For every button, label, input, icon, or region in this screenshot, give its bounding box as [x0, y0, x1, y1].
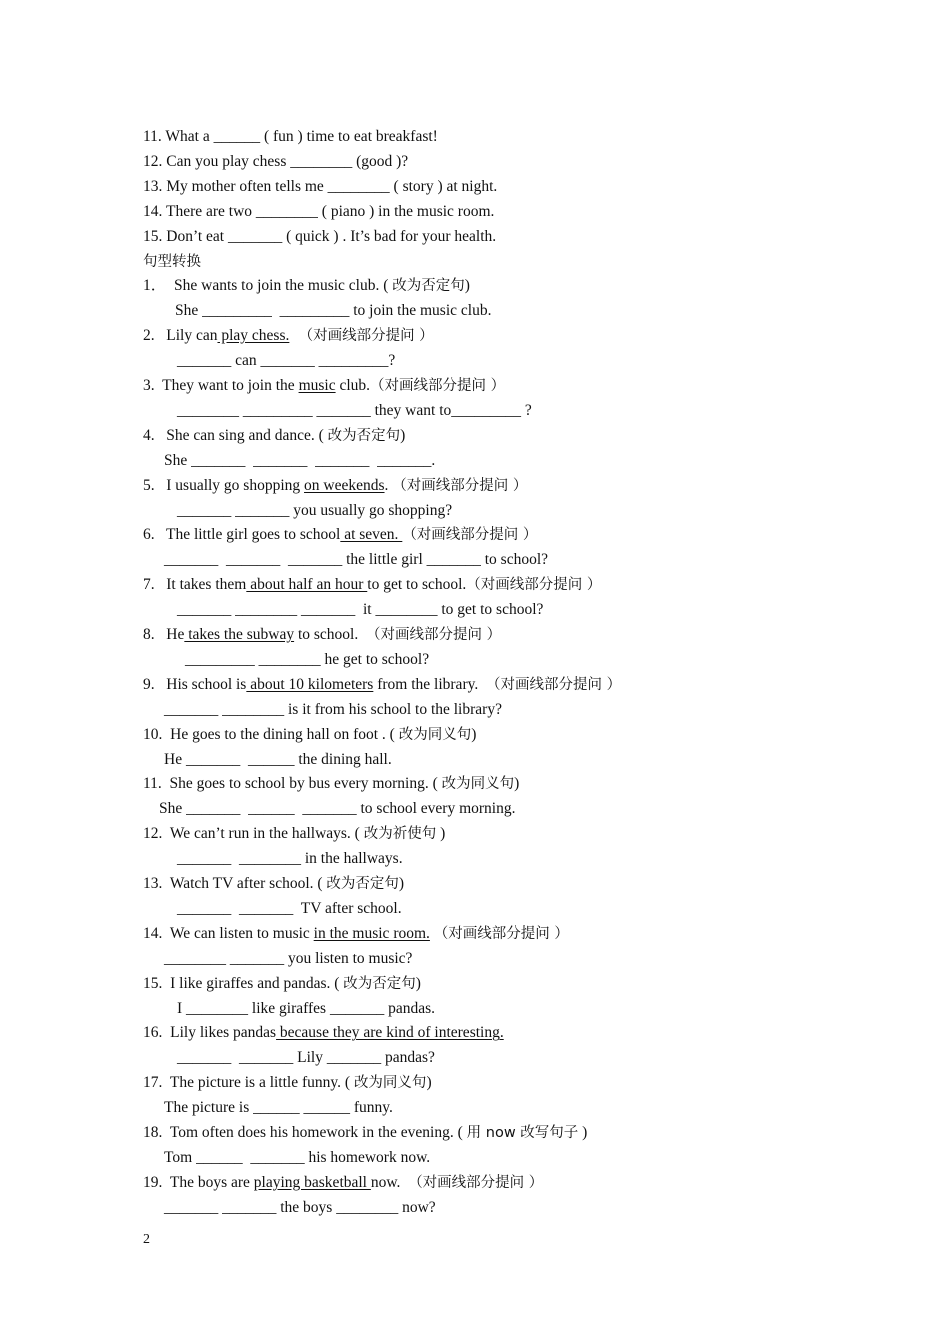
exercise-line [177, 899, 402, 919]
line-text: 14. We can listen to music [143, 924, 314, 942]
exercise-line [143, 227, 496, 247]
chinese-instruction: （对画线部分提问 ） [392, 477, 528, 494]
line-text: ) [436, 825, 446, 843]
underlined-phrase: about 10 kilometers [246, 675, 374, 693]
exercise-line [164, 1148, 430, 1168]
line-text: ) [400, 426, 406, 444]
exercise-line [143, 476, 527, 496]
chinese-instruction: 改为同义句 [353, 1075, 427, 1092]
exercise-line [143, 625, 501, 645]
exercise-line [164, 1098, 393, 1118]
chinese-instruction: （对画线部分提问 ） [402, 527, 538, 544]
underlined-phrase: about half an hour [246, 576, 368, 594]
exercise-line [164, 550, 548, 570]
line-text: 19. The boys are [143, 1173, 254, 1191]
line-text: ) [415, 974, 421, 992]
line-text: 13. My mother often tells me ________ ( story ) at night. [143, 177, 498, 195]
line-text: 15. I like giraffes and pandas. ( [143, 974, 344, 992]
line-text: _______ _______ the boys ________ now? [164, 1198, 436, 1216]
exercise-line [143, 725, 476, 745]
line-text: to get to school. [367, 576, 467, 594]
exercise-line [143, 152, 408, 172]
line-text: She _______ _______ _______ _______. [164, 451, 436, 469]
line-text: 10. He goes to the dining hall on foot . ( [143, 725, 399, 743]
line-text: 4. She can sing and dance. ( [143, 426, 328, 444]
line-text: 3. They want to join the [143, 377, 299, 394]
exercise-line [177, 401, 532, 421]
chinese-instruction: （对画线部分提问 ） [466, 577, 602, 594]
exercise-line [143, 1073, 432, 1093]
underlined-phrase: on weekends [304, 476, 385, 494]
exercise-line [143, 426, 405, 446]
line-text: ) [426, 1074, 432, 1092]
exercise-line [143, 575, 601, 595]
line-text: 17. The picture is a little funny. ( [143, 1074, 354, 1092]
line-text: _______ _______ Lily _______ pandas? [177, 1049, 435, 1067]
line-text: 6. The little girl goes to school [143, 526, 341, 544]
underlined-phrase: because they are kind of interesting. [276, 1024, 504, 1042]
underlined-phrase: takes the subway [184, 626, 295, 643]
line-text: ) [578, 1124, 588, 1141]
underlined-phrase: playing basketball [253, 1173, 371, 1191]
underlined-phrase: music [298, 377, 336, 394]
exercise-line [143, 376, 505, 396]
chinese-instruction: （对画线部分提问 ） [408, 1174, 544, 1191]
exercise-line [143, 202, 494, 222]
chinese-instruction: 改为否定句 [343, 975, 416, 992]
exercise-line [177, 501, 452, 521]
exercise-line [143, 1023, 504, 1043]
line-text: _______ ________ in the hallways. [177, 850, 403, 868]
line-text: 16. Lily likes pandas [143, 1024, 277, 1042]
exercise-line [177, 351, 395, 371]
exercise-line [164, 949, 412, 969]
line-text: 12. We can’t run in the hallways. ( [143, 825, 364, 843]
exercise-line [143, 675, 621, 695]
line-text: She _________ _________ to join the music club. [175, 302, 492, 320]
chinese-instruction: 改为否定句 [326, 876, 399, 892]
line-text: He _______ ______ the dining hall. [164, 750, 392, 768]
line-text: _______ _______ you usually go shopping? [177, 501, 453, 519]
exercise-line [143, 276, 470, 296]
exercise-line [143, 177, 497, 197]
exercise-line [143, 326, 434, 346]
line-text: _______ ________ _______ it ________ to get to school? [177, 601, 544, 619]
line-text: ) [464, 277, 470, 295]
chinese-instruction: 用 now 改写句子 [466, 1125, 579, 1141]
line-text: ) [398, 875, 405, 892]
underlined-phrase: in the music room. [313, 924, 430, 942]
line-text: 7. It takes them [143, 576, 247, 594]
exercise-line [143, 252, 201, 272]
line-text: _______ _______ _______ the little girl _______ to school? [164, 551, 549, 569]
chinese-instruction: （对画线部分提问 ） [485, 676, 622, 693]
line-text: 11. What a ______ ( fun ) time to eat breakfast! [143, 128, 438, 145]
exercise-line [143, 525, 537, 545]
line-text: 15. Don’t eat _______ ( quick ) . It’s bad for your health. [143, 227, 497, 245]
chinese-instruction: 改为祈使句 [363, 826, 437, 843]
chinese-instruction: 改为否定句 [327, 427, 401, 444]
exercise-line [177, 600, 543, 620]
line-text: 14. There are two ________ ( piano ) in the music room. [143, 202, 495, 220]
line-text: _______ can _______ _________? [177, 352, 396, 370]
exercise-line [177, 999, 435, 1019]
exercise-line [143, 127, 438, 147]
exercise-line [164, 451, 435, 471]
chinese-instruction: 改为同义句 [398, 726, 472, 743]
line-text: Tom ______ _______ his homework now. [164, 1148, 431, 1166]
line-text: 18. Tom often does his homework in the evening. ( [143, 1124, 467, 1141]
line-text: 2. Lily can [143, 327, 218, 345]
line-text: now. [370, 1173, 409, 1191]
chinese-instruction: 改为同义句 [441, 776, 515, 793]
exercise-line [143, 874, 404, 894]
line-text: club. [335, 377, 371, 394]
exercise-line [164, 700, 502, 720]
chinese-instruction: （对画线部分提问 ） [289, 328, 434, 345]
line-text: 13. Watch TV after school. ( [143, 875, 327, 892]
line-text: She _______ ______ _______ to school every morning. [159, 800, 516, 818]
line-text: _______ _______ TV after school. [177, 899, 402, 917]
chinese-instruction: 句型转换 [143, 253, 201, 270]
exercise-line [175, 301, 491, 321]
exercise-line [143, 1173, 543, 1193]
exercise-line [143, 974, 421, 994]
exercise-line [164, 750, 392, 770]
underlined-phrase: play chess. [217, 327, 290, 345]
line-text: ________ _______ you listen to music? [164, 949, 413, 967]
line-text: I ________ like giraffes _______ pandas. [177, 999, 435, 1017]
exercise-line [143, 824, 445, 844]
line-text: ________ _________ _______ they want to_________ ? [177, 401, 532, 419]
line-text: 1． She wants to join the music club. ( [143, 277, 393, 295]
line-text: 5. I usually go shopping [143, 476, 305, 494]
exercise-line [177, 1048, 435, 1068]
exercise-line [185, 650, 429, 670]
line-text: 12. Can you play chess ________ (good )? [143, 152, 409, 170]
exercise-line [164, 1198, 436, 1218]
line-text: to school. [294, 626, 366, 643]
line-text: from the library. [373, 675, 486, 693]
line-text: 11. She goes to school by bus every morning. ( [143, 775, 442, 793]
line-text: _________ ________ he get to school? [185, 650, 430, 668]
line-text: ) [471, 725, 477, 743]
line-text: 9. His school is [143, 675, 247, 693]
exercise-line [159, 799, 515, 819]
line-text: ) [514, 775, 520, 793]
line-text: The picture is ______ ______ funny. [164, 1099, 393, 1117]
exercise-line [143, 774, 519, 794]
page-number: 2 [143, 1232, 150, 1247]
chinese-instruction: （对画线部分提问 ） [433, 925, 569, 942]
exercise-line [143, 924, 569, 944]
line-text: 8. He [143, 626, 185, 643]
chinese-instruction: （对画线部分提问 ） [366, 627, 502, 643]
exercise-line [177, 849, 403, 869]
line-text: . [384, 476, 393, 494]
underlined-phrase: at seven. [340, 526, 403, 544]
chinese-instruction: （对画线部分提问 ） [370, 378, 506, 394]
line-text: _______ ________ is it from his school to the library? [164, 700, 502, 718]
chinese-instruction: 改为否定句 [392, 278, 465, 295]
exercise-line [143, 1123, 587, 1143]
